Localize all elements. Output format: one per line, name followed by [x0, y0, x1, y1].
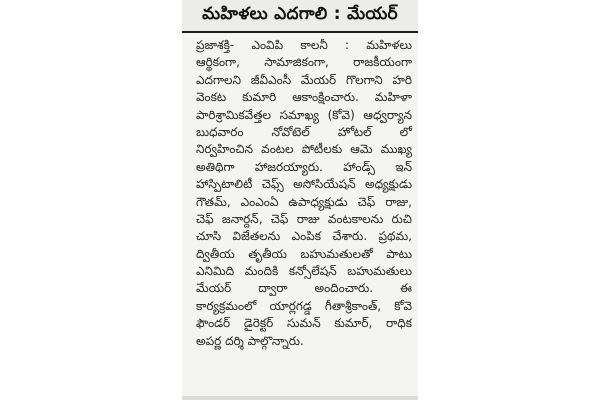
article-line: అపర్ణ దర్శి పాల్గొన్నారు.	[196, 333, 304, 348]
article-body	[196, 37, 412, 350]
article-line: బుధవారం నోవోటెల్ హోటల్ లో	[196, 124, 412, 139]
article-line: వెంకట కుమారి ఆకాంక్షించారు. మహిళా	[196, 90, 412, 105]
newspaper-clipping	[182, 0, 418, 400]
article-line: ప్రజాశక్తి- ఎంవిపి కాలనీ : మహిళలు	[196, 38, 412, 52]
article-line: చూసి విజేతలను ఎంపిక చేశారు. ప్రథమ,	[196, 229, 412, 244]
article-line: ఆర్థికంగా, సామాజికంగా, రాజకీయంగా	[196, 55, 412, 70]
article-line: గౌతమ్, ఎంఎంఏ ఉపాధ్యక్షుడు చెఫ్ రాజు,	[196, 194, 412, 209]
article-line: హాస్పిటాలిటీ చెఫ్స్ అసోసియేషన్ అధ్యక్షుడు	[196, 177, 412, 192]
article-line: ఎనిమిది మందికి కన్సోలేషన్ బహుమతులు	[196, 264, 412, 279]
headline: మహిళలు ఎదగాలి : మేయర్	[182, 0, 418, 33]
article-line: చెఫ్ జనార్దన్, చెఫ్ రాజు వంటకాలను రుచి	[196, 211, 412, 226]
article-line: పారిశ్రామికవేత్తల సమాఖ్య (కోవె) ఆధ్వర్యాన	[196, 107, 412, 122]
article-line: కార్యక్రమంలో యార్లగడ్డ గీతాశ్రీకాంత్, కోవె	[196, 298, 412, 313]
article-line: ద్వితీయ తృతీయ బహుమతులతో పాటు	[196, 246, 412, 261]
article-line: అతిథిగా హాజరయ్యారు. హాండ్స్ ఇన్	[196, 159, 412, 174]
article-line: నిర్వహించిన వంటల పోటీలకు ఆమె ముఖ్య	[196, 142, 412, 157]
article-line: ఫౌండర్ డైరెక్టర్ సుమన్ కుమార్, రాధిక	[196, 316, 412, 331]
clipping-edge	[182, 396, 418, 400]
article-line: ఎదగాలని జీవీఎంసీ మేయర్ గొలగాని హరి	[196, 72, 412, 87]
article-line: మేయర్ ద్వారా అందించారు. ఈ	[196, 281, 412, 296]
